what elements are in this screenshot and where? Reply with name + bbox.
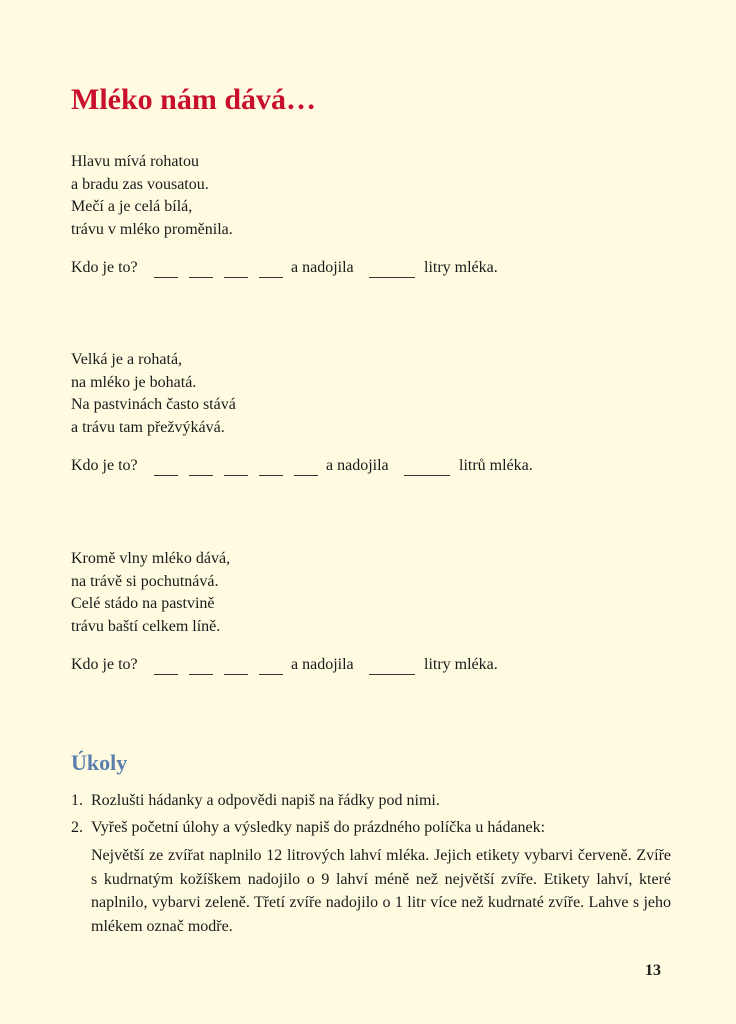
task-text: Rozlušti hádanky a odpovědi napiš na řádky pod nimi.	[91, 792, 440, 809]
letter-blank[interactable]	[224, 277, 248, 278]
number-blank[interactable]	[404, 475, 450, 476]
number-blank[interactable]	[369, 674, 415, 675]
poem-line: Kromě vlny mléko dává,	[71, 550, 231, 567]
answer-row	[71, 259, 498, 281]
middle-text: a nadojila	[291, 656, 354, 673]
task-number: 2.	[71, 819, 83, 836]
letter-blank[interactable]	[189, 277, 213, 278]
poem-line: trávu v mléko proměnila.	[71, 220, 233, 238]
letter-blank[interactable]	[294, 475, 318, 476]
page-number: 13	[645, 962, 661, 979]
task-item	[71, 790, 671, 812]
poem-line: Velká je a rohatá,	[71, 351, 183, 368]
poem-line: a trávu tam přežvýkává.	[71, 418, 225, 436]
tasks-heading: Úkoly	[71, 750, 128, 775]
task-detail: Největší ze zvířat naplnilo 12 litrových lahví mléka. Jejich etikety vybarvi červeně. Zvíře s kudrnatým kožíškem nadojilo o 9 lahví méně než největší zvíře. Etikety lahví, které naplnilo, vybarvi zeleně. Třetí zvíře nadojilo o 1 litr více než kudrnaté zvíře. Lahve s jeho mlékem označ modře.	[91, 847, 671, 935]
task-text: Vyřeš početní úlohy a výsledky napiš do prázdného políčka u hádanek:	[91, 819, 546, 836]
question-label: Kdo je to?	[71, 457, 138, 474]
page-title: Mléko nám dává…	[71, 83, 317, 116]
middle-text: a nadojila	[291, 259, 354, 276]
riddle-3	[71, 548, 498, 678]
poem-line: trávu baští celkem líně.	[71, 617, 221, 635]
poem-line: a bradu zas vousatou.	[71, 175, 209, 193]
letter-blank[interactable]	[154, 277, 178, 278]
number-blank[interactable]	[369, 277, 415, 278]
letter-blank[interactable]	[259, 674, 283, 675]
riddle-2	[71, 349, 533, 479]
poem-line: Na pastvinách často stává	[71, 396, 236, 413]
question-label: Kdo je to?	[71, 259, 138, 276]
letter-blank[interactable]	[154, 674, 178, 675]
end-text: litrů mléka.	[459, 457, 533, 474]
letter-blank[interactable]	[224, 475, 248, 476]
letter-blank[interactable]	[259, 475, 283, 476]
letter-blank[interactable]	[189, 674, 213, 675]
answer-row	[71, 656, 498, 678]
letter-blank[interactable]	[259, 277, 283, 278]
end-text: litry mléka.	[424, 656, 498, 673]
letter-blank[interactable]	[189, 475, 213, 476]
riddle-poem	[71, 548, 230, 638]
poem-line: na mléko je bohatá.	[71, 373, 197, 391]
poem-line: na trávě si pochutnává.	[71, 572, 219, 590]
riddle-poem	[71, 349, 236, 439]
answer-row	[71, 457, 533, 479]
question-label: Kdo je to?	[71, 656, 138, 673]
tasks-list	[71, 790, 671, 938]
letter-blank[interactable]	[154, 475, 178, 476]
poem-line: Mečí a je celá bílá,	[71, 198, 193, 215]
riddle-1	[71, 151, 498, 281]
task-number: 1.	[71, 792, 83, 809]
riddle-poem	[71, 151, 233, 241]
end-text: litry mléka.	[424, 259, 498, 276]
poem-line: Celé stádo na pastvině	[71, 595, 215, 612]
middle-text: a nadojila	[326, 457, 389, 474]
poem-line: Hlavu mívá rohatou	[71, 153, 199, 170]
letter-blank[interactable]	[224, 674, 248, 675]
task-item	[71, 817, 671, 839]
